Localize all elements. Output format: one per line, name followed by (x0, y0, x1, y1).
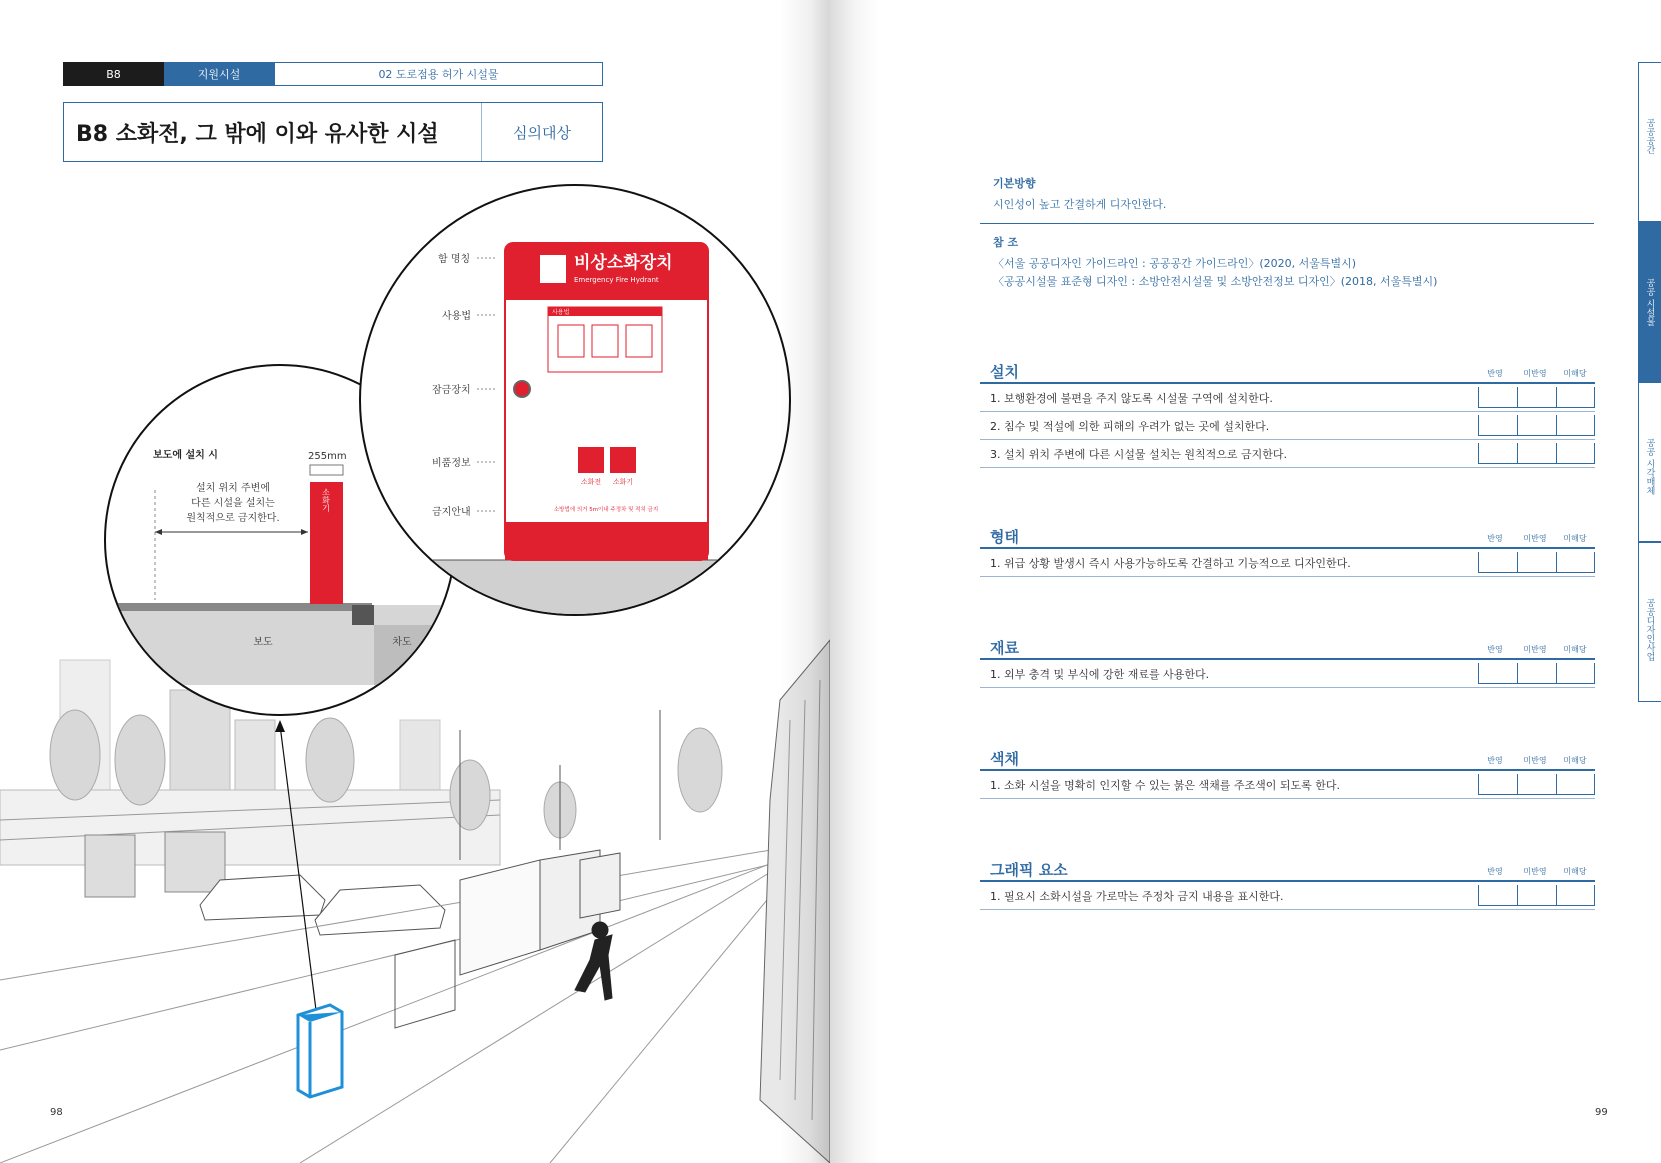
checkbox[interactable] (1478, 885, 1517, 906)
reference-item: 〈공공시설물 표준형 디자인 : 소방안전시설물 및 소방안전정보 디자인〉(2018, 서울특별시) (993, 275, 1438, 288)
sign-footer: 소방법에 의거 5m이내 주정차 및 적치 금지 (553, 507, 659, 513)
ground-sidewalk: 보도 (253, 637, 273, 648)
checkbox[interactable] (1556, 663, 1595, 684)
checkbox[interactable] (1478, 552, 1517, 573)
basic-direction-text: 시인성이 높고 간결하게 디자인한다. (993, 198, 1167, 211)
col-not-applied: 미반영 (1523, 534, 1547, 543)
row-text: 2. 침수 및 적설에 의한 피해의 우려가 없는 곳에 설치한다. (990, 419, 1270, 433)
checkbox[interactable] (1517, 552, 1556, 573)
checkbox[interactable] (1478, 774, 1517, 795)
sign-button-extinguisher: 소화기 (612, 478, 634, 486)
illustration (0, 0, 830, 1163)
gutter-shadow-right (830, 0, 880, 1163)
col-na: 미해당 (1563, 867, 1587, 876)
checklist-row (980, 660, 1595, 688)
checkbox[interactable] (1556, 443, 1595, 464)
sidewalk-title: 보도에 설치 시 (153, 450, 218, 461)
section-material (980, 638, 1595, 688)
page-number-left: 98 (50, 1107, 63, 1118)
page-title: B8 소화전, 그 밖에 이와 유사한 시설 (76, 121, 439, 147)
hydrant-box-3d (298, 1005, 342, 1097)
dimension-label: 255mm (308, 451, 347, 462)
section-form (980, 527, 1595, 577)
review-badge: 심의대상 (481, 103, 602, 161)
header-subcategory: 02 도로점용 허가 시설물 (274, 62, 603, 86)
checkbox[interactable] (1556, 774, 1595, 795)
detail-circle-sign (360, 185, 800, 620)
col-na: 미해당 (1563, 534, 1587, 543)
callout-name: 함 명칭 (438, 254, 471, 265)
col-not-applied: 미반영 (1523, 645, 1547, 654)
checklist-row (980, 412, 1595, 440)
col-applied: 반영 (1487, 756, 1503, 765)
page-number-right: 99 (1595, 1107, 1608, 1118)
checklist-row (980, 384, 1595, 412)
col-na: 미해당 (1563, 369, 1587, 378)
note-line-1: 설치 위치 주변에 (196, 483, 270, 494)
col-applied: 반영 (1487, 369, 1503, 378)
sign-subtitle: Emergency Fire Hydrant (574, 276, 659, 284)
callout-lock: 잠금장치 (432, 385, 471, 396)
checkbox[interactable] (1478, 663, 1517, 684)
checkbox[interactable] (1517, 663, 1556, 684)
col-applied: 반영 (1487, 534, 1503, 543)
tab-label: 공공공간 (1644, 118, 1655, 154)
row-text: 1. 보행환경에 불편을 주지 않도록 시설물 구역에 설치한다. (990, 391, 1273, 405)
tab-public-design-project[interactable] (1638, 542, 1661, 702)
row-text: 1. 소화 시설을 명확히 인지할 수 있는 붉은 색채를 주조색이 되도록 한다. (990, 778, 1340, 792)
sign-band: 사용법 (552, 309, 570, 316)
checklist-row (980, 440, 1595, 468)
row-text: 1. 필요시 소화시설을 가로막는 주정차 금지 내용을 표시한다. (990, 889, 1284, 903)
checkbox[interactable] (1517, 443, 1556, 464)
section-color (980, 749, 1595, 799)
col-not-applied: 미반영 (1523, 867, 1547, 876)
checklist-row (980, 882, 1595, 910)
tab-label: 공공 시각매체 (1644, 438, 1655, 495)
reference (993, 234, 1593, 290)
col-applied: 반영 (1487, 645, 1503, 654)
checkbox[interactable] (1478, 387, 1517, 408)
col-not-applied: 미반영 (1523, 756, 1547, 765)
checkbox[interactable] (1556, 885, 1595, 906)
checkbox[interactable] (1556, 552, 1595, 573)
tab-label: 공공디자인사업 (1644, 598, 1655, 661)
unit-label: 소화기 (321, 488, 331, 512)
header-category: 지원시설 (164, 62, 274, 86)
callout-equipment: 비품정보 (432, 458, 471, 469)
tab-public-visual-media[interactable] (1638, 382, 1661, 542)
callout-prohibition: 금지안내 (432, 507, 471, 518)
checkbox[interactable] (1517, 415, 1556, 436)
street-scene (0, 640, 830, 1163)
reference-label: 참 조 (993, 236, 1019, 249)
divider (980, 223, 1594, 224)
checkbox[interactable] (1517, 387, 1556, 408)
header-code: B8 (63, 62, 164, 86)
row-text: 1. 외부 충격 및 부식에 강한 재료를 사용한다. (990, 667, 1210, 681)
checkbox[interactable] (1556, 387, 1595, 408)
left-page (0, 0, 830, 1163)
section-install (980, 362, 1595, 468)
checkbox[interactable] (1556, 415, 1595, 436)
callout-usage: 사용법 (442, 311, 471, 322)
checklist-row (980, 549, 1595, 577)
sign-button-hydrant: 소화전 (580, 478, 602, 486)
reference-item: 〈서울 공공디자인 가이드라인 : 공공공간 가이드라인〉(2020, 서울특별시) (993, 257, 1357, 270)
note-line-2: 다른 시설을 설치는 (191, 498, 275, 509)
row-text: 3. 설치 위치 주변에 다른 시설물 설치는 원칙적으로 금지한다. (990, 447, 1287, 461)
basic-direction (993, 175, 1593, 212)
ground-road: 차도 (392, 637, 412, 648)
tab-public-space[interactable] (1638, 62, 1661, 222)
row-text: 1. 위급 상황 발생시 즉시 사용가능하도록 간결하고 기능적으로 디자인한다. (990, 556, 1351, 570)
sign-title: 비상소화장치 (574, 253, 673, 273)
checkbox[interactable] (1517, 774, 1556, 795)
col-na: 미해당 (1563, 645, 1587, 654)
section-title: 형태 (990, 528, 1019, 546)
section-title: 색채 (990, 750, 1019, 768)
basic-direction-label: 기본방향 (993, 177, 1036, 190)
col-na: 미해당 (1563, 756, 1587, 765)
section-title: 설치 (990, 363, 1019, 381)
checklist-row (980, 771, 1595, 799)
tab-label: 공공 시설물 (1644, 278, 1655, 326)
section-title: 재료 (990, 639, 1019, 657)
col-applied: 반영 (1487, 867, 1503, 876)
col-not-applied: 미반영 (1523, 369, 1547, 378)
checkbox[interactable] (1517, 885, 1556, 906)
section-graphic (980, 860, 1595, 910)
gutter-shadow-left (780, 0, 830, 1163)
section-title: 그래픽 요소 (990, 861, 1068, 879)
checkbox[interactable] (1478, 415, 1517, 436)
checkbox[interactable] (1478, 443, 1517, 464)
tab-public-facilities[interactable] (1638, 222, 1661, 382)
note-line-3: 원칙적으로 금지한다. (186, 513, 280, 524)
